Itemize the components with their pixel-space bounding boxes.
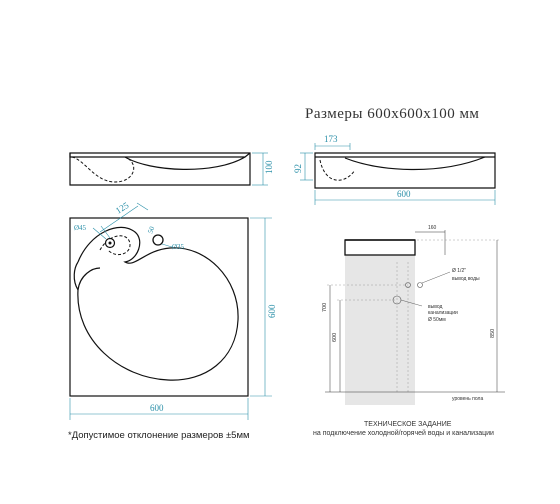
h600-label: 600	[332, 332, 338, 342]
drain-label-3: Ø 50мм	[428, 317, 446, 323]
pipe-label-1: Ø 1/2"	[452, 268, 467, 274]
top-view	[70, 200, 277, 420]
leader-line	[422, 272, 450, 283]
side-height-label: 100	[264, 160, 274, 174]
side-view-outline	[70, 153, 250, 185]
basin-section	[345, 240, 415, 255]
hole-gap-label: 50	[146, 225, 157, 235]
hole-right-label: Ø35	[172, 243, 185, 251]
basin-drain-hidden	[100, 236, 130, 255]
pipe-label-2: вывод воды	[452, 276, 480, 282]
front-view-bowl-line	[345, 157, 485, 170]
basin-spout-tip	[74, 262, 78, 290]
front-view-drain-hidden	[320, 160, 355, 180]
dim-line	[137, 203, 148, 210]
front-width-label: 600	[397, 189, 411, 199]
floor-label: уровень пола	[452, 396, 484, 402]
drain-label-1: вывод	[428, 304, 443, 310]
tech-caption-title: ТЕХНИЧЕСКОЕ ЗАДАНИЕ	[364, 421, 452, 428]
side-view	[70, 153, 274, 185]
faucet-hole	[153, 235, 163, 245]
tech-caption-subtitle: на подключение холодной/горячей воды и канализации	[313, 430, 494, 437]
h700-label: 700	[322, 302, 328, 312]
dim-line	[162, 244, 172, 247]
top-depth-label: 600	[267, 304, 277, 318]
side-view-basin-hidden	[72, 157, 134, 182]
page-title: Размеры 600х600х100 мм	[305, 106, 480, 122]
front-height-label: 92	[293, 164, 303, 173]
basin-bowl-outline	[78, 227, 238, 380]
water-pipe-right	[418, 283, 423, 288]
front-view	[293, 134, 495, 205]
wall-shade	[345, 255, 415, 405]
spout-label: 125	[113, 200, 131, 216]
tech-drawing	[322, 225, 505, 405]
h850-label: 850	[490, 328, 496, 338]
drain-hole-center	[109, 242, 112, 245]
drain-offset-label: 173	[324, 134, 338, 144]
hole-left-label: Ø45	[74, 224, 87, 232]
offset-label: 160	[428, 225, 437, 231]
side-view-bowl-line	[125, 157, 245, 169]
drain-label-2: канализации	[428, 310, 458, 316]
top-width-label: 600	[150, 403, 164, 413]
tolerance-note: *Допустимое отклонение размеров ±5мм	[68, 430, 250, 441]
front-view-outline	[315, 153, 495, 188]
